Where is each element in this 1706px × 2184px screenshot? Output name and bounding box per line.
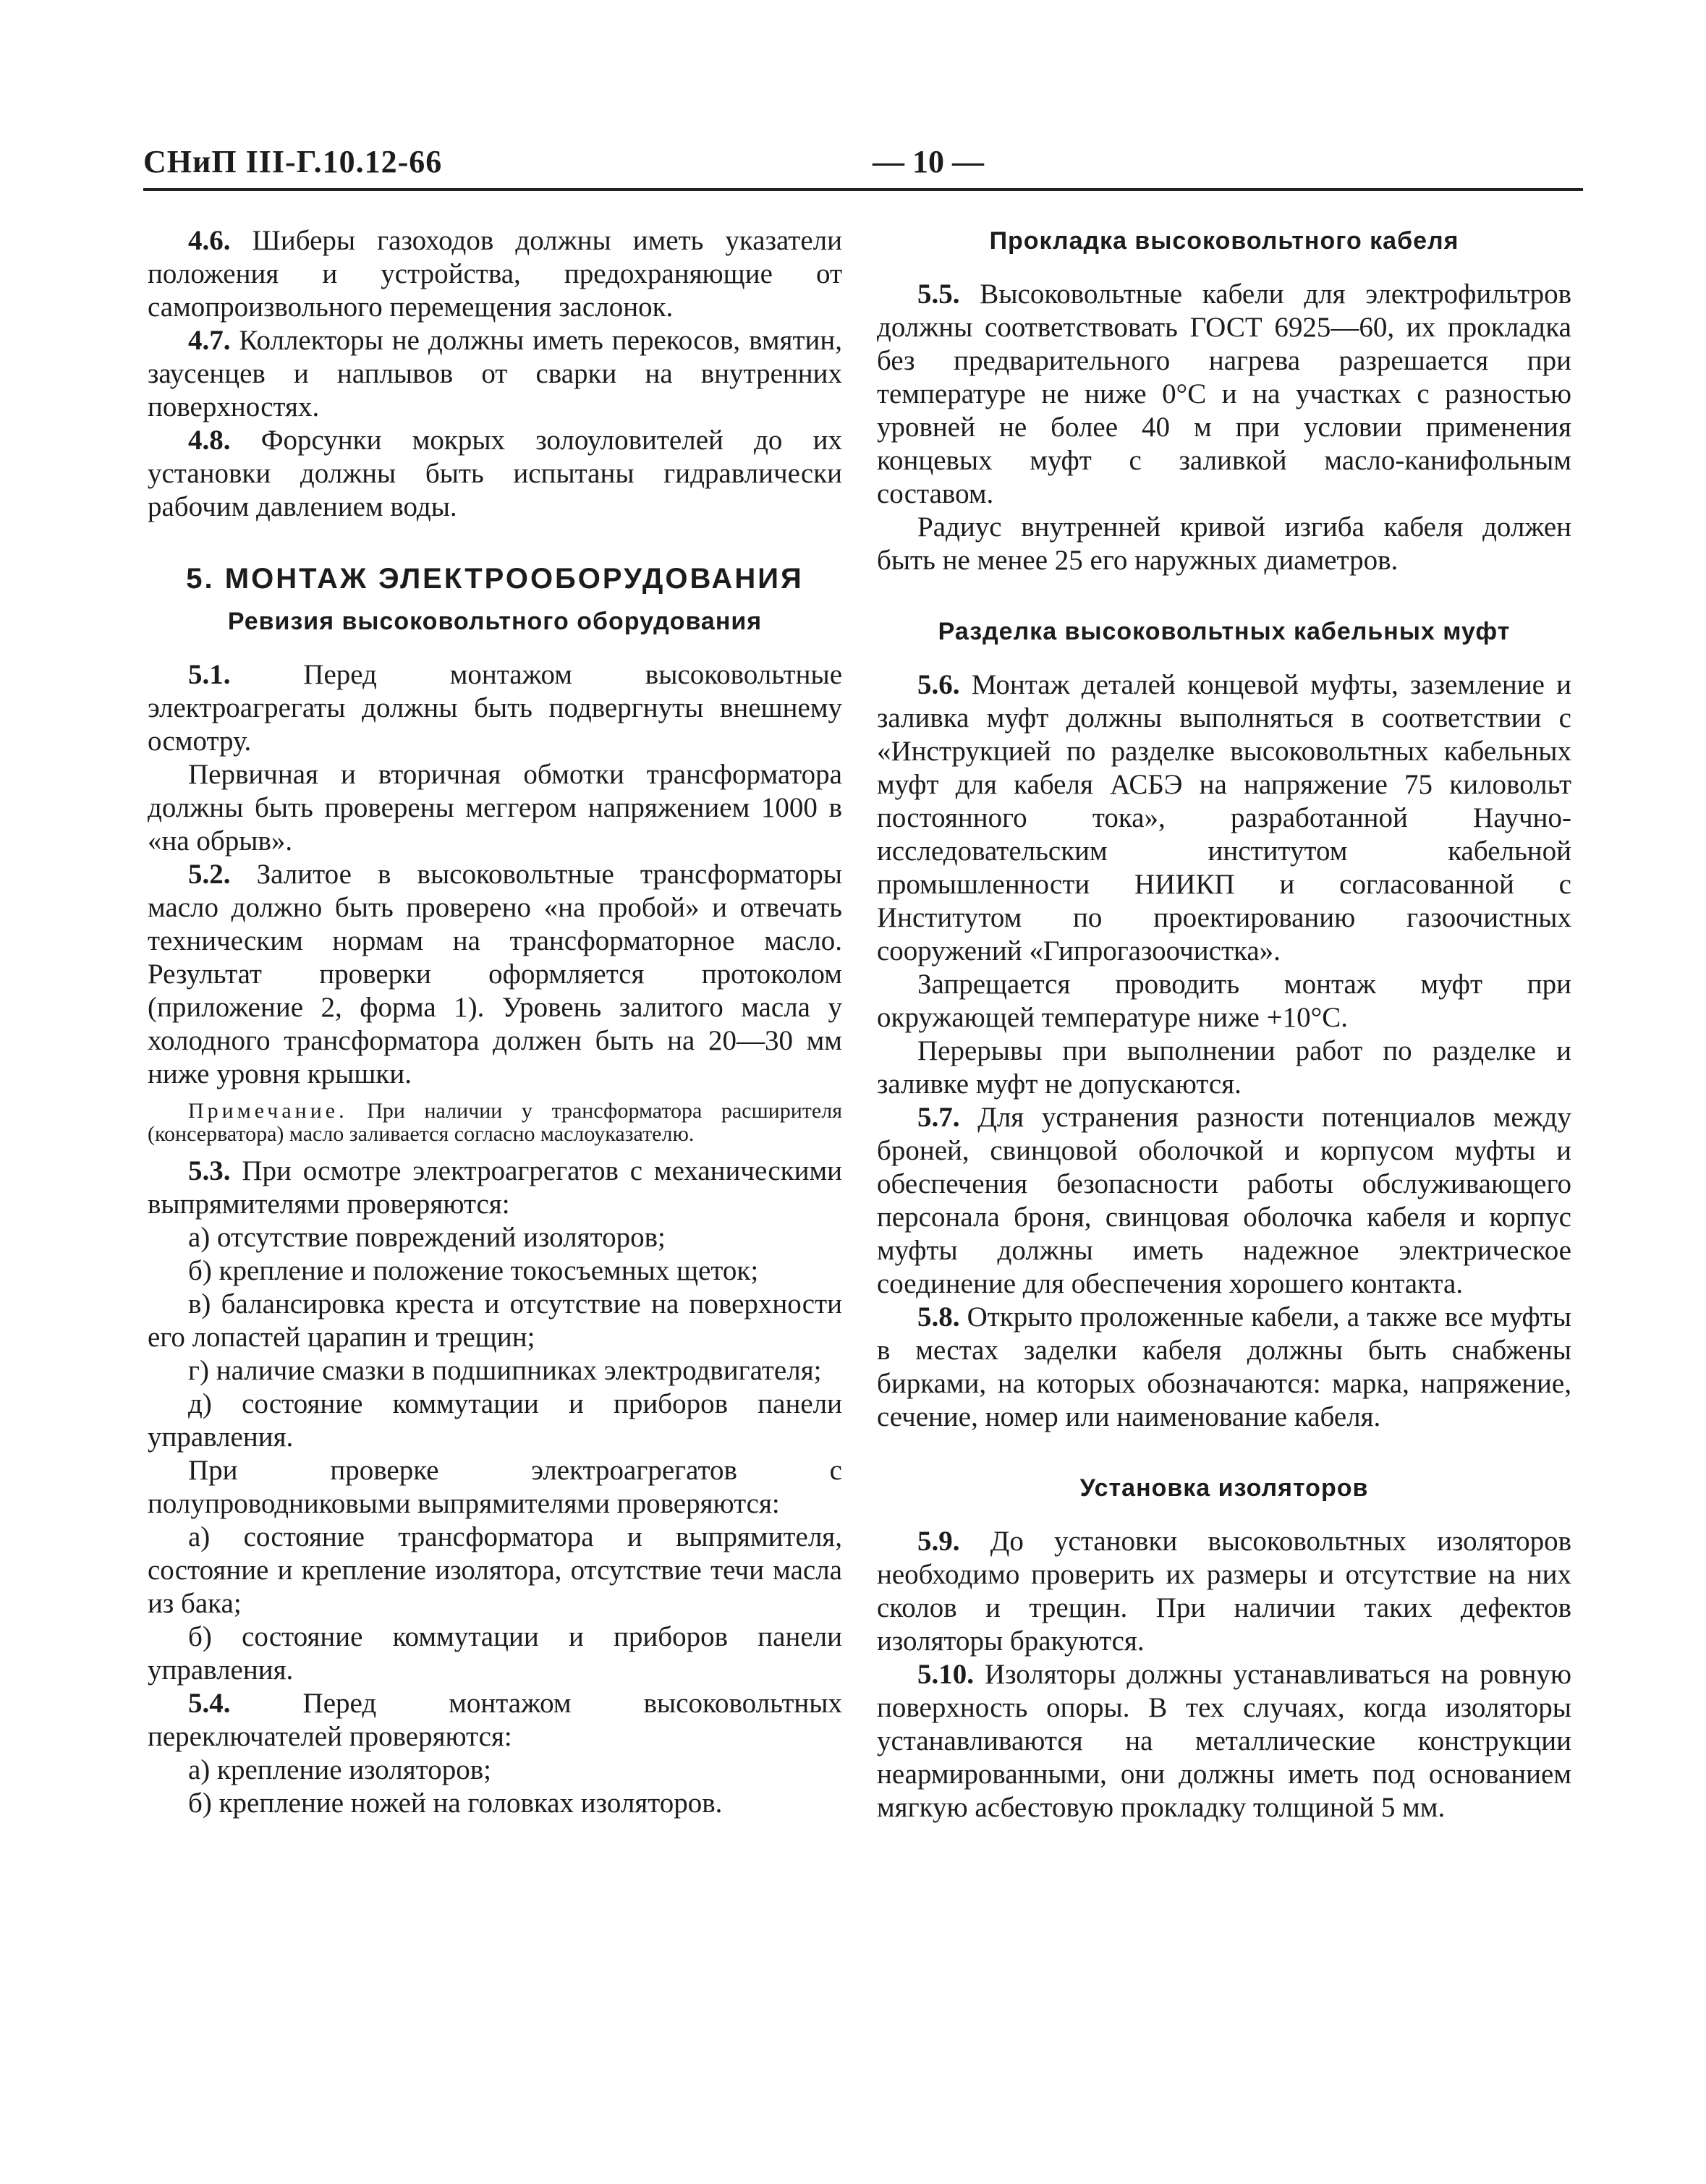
clause-number: 4.7. bbox=[188, 325, 231, 356]
paragraph-5-5-b: Радиус внутренней кривой изгиба кабеля должен быть не менее 25 его наружных диаметров. bbox=[877, 511, 1571, 576]
subsection-title: Ревизия высоковольтного оборудования bbox=[227, 608, 763, 635]
paragraph-text: Открыто проложенные кабели, а также все муфты в местах заделки кабеля должны быть снабжены бирками, на которых обозначаются: марка, напряжение, сечение, номер или наименование кабеля. bbox=[877, 1301, 1571, 1432]
paragraph-text: Перед монтажом высоковольтные электроагрегаты должны быть подвергнуты внешнему осмотру. bbox=[148, 659, 842, 757]
paragraph-5-3 bbox=[148, 1155, 842, 1221]
paragraph-text: Монтаж деталей концевой муфты, заземление и заливка муфт должны выполняться в соответствии с «Инструкцией по разделке высоковольтных кабельных муфт для кабеля АСБЭ на напряжение 75 киловольт постоянного тока», разработанной Научно-исследовательским институтом кабельной промышленности НИИКП и согласованной с Институтом по проектированию газоочистных сооружений «Гипрогазоочистка». bbox=[877, 669, 1571, 966]
paragraph-text: До установки высоковольтных изоляторов необходимо проверить их размеры и отсутствие на них сколов и трещин. При наличии таких дефектов изоляторы бракуются. bbox=[877, 1526, 1571, 1657]
paragraph-text: Для устранения разности потенциалов между броней, свинцовой оболочкой и корпусом муфты и обеспечения безопасности работы обслуживающего персонала броня, свинцовая оболочка кабеля и корпус муфты должны иметь надежное электрическое соединение для обеспечения хорошего контакта. bbox=[877, 1102, 1571, 1299]
paragraph-5-1 bbox=[148, 658, 842, 758]
list-item: б) крепление и положение токосъемных щеток; bbox=[188, 1255, 759, 1286]
paragraph-5-6-b: Запрещается проводить монтаж муфт при окружающей температуре ниже +10°С. bbox=[877, 969, 1571, 1033]
paragraph-5-4 bbox=[148, 1687, 842, 1754]
clause-number: 5.8. bbox=[917, 1301, 960, 1333]
paragraph-5-6-c: Перерывы при выполнении работ по разделке и заливке муфт не допускаются. bbox=[877, 1035, 1571, 1100]
note-heading: Примечание. bbox=[188, 1099, 348, 1123]
paragraph-4-8 bbox=[148, 424, 842, 524]
note-text: При наличии у трансформатора расширителя (консерватора) масло заливается согласно маслоуказателю. bbox=[148, 1099, 842, 1146]
clause-number: 5.10. bbox=[917, 1659, 974, 1690]
paragraph-5-1-b: Первичная и вторичная обмотки трансформатора должны быть проверены меггером напряжением 1000 в «на обрыв». bbox=[148, 759, 842, 857]
list-item: г) наличие смазки в подшипниках электродвигателя; bbox=[188, 1355, 822, 1386]
paragraph-5-3-b: При проверке электроагрегатов с полупроводниковыми выпрямителями проверяются: bbox=[148, 1455, 842, 1519]
paragraph-text: Перед монтажом высоковольтных переключателей проверяются: bbox=[148, 1688, 842, 1752]
clause-number: 5.4. bbox=[188, 1688, 231, 1719]
list-item: б) состояние коммутации и приборов панели управления. bbox=[148, 1621, 842, 1686]
clause-number: 4.6. bbox=[188, 225, 231, 256]
paragraph-text: Залитое в высоковольтные трансформаторы масло должно быть проверено «на пробой» и отвечать техническим нормам на трансформаторное масло. Результат проверки оформляется протоколом (приложение 2, форма 1). Уровень залитого масла у холодного трансформатора должен быть на 20—30 мм ниже уровня крышки. bbox=[148, 859, 842, 1089]
paragraph-4-6 bbox=[148, 224, 842, 324]
clause-number: 5.2. bbox=[188, 859, 231, 890]
list-item: б) крепление ножей на головках изоляторов. bbox=[188, 1788, 723, 1819]
list-item: а) отсутствие повреждений изоляторов; bbox=[188, 1222, 666, 1253]
note bbox=[148, 1100, 842, 1146]
page-number: — 10 — bbox=[873, 144, 984, 179]
paragraph-5-6 bbox=[877, 668, 1571, 968]
paragraph-text: При осмотре электроагрегатов с механическими выпрямителями проверяются: bbox=[148, 1155, 842, 1220]
document-code: СНиП III-Г.10.12-66 bbox=[143, 144, 443, 179]
paragraph-text: Шиберы газоходов должны иметь указатели положения и устройства, предохраняющие от самопроизвольного перемещения заслонок. bbox=[148, 225, 842, 323]
paragraph-5-2 bbox=[148, 858, 842, 1091]
list-item: а) крепление изоляторов; bbox=[188, 1754, 491, 1785]
paragraph-5-8 bbox=[877, 1301, 1571, 1434]
list-item: а) состояние трансформатора и выпрямителя, состояние и крепление изолятора, отсутствие течи масла из бака; bbox=[148, 1521, 842, 1619]
paragraph-5-5 bbox=[877, 278, 1571, 511]
subsection-title: Установка изоляторов bbox=[1079, 1474, 1369, 1502]
paragraph-5-9 bbox=[877, 1525, 1571, 1658]
page-header bbox=[143, 137, 1583, 203]
clause-number: 4.8. bbox=[188, 425, 231, 456]
section-title: 5. МОНТАЖ ЭЛЕКТРООБОРУДОВАНИЯ bbox=[186, 563, 804, 595]
paragraph-text: Форсунки мокрых золоуловителей до их установки должны быть испытаны гидравлически рабочим давлением воды. bbox=[148, 425, 842, 522]
clause-number: 5.1. bbox=[188, 659, 231, 690]
subsection-title: Разделка высоковольтных кабельных муфт bbox=[938, 618, 1511, 645]
paragraph-5-10 bbox=[877, 1658, 1571, 1824]
clause-number: 5.7. bbox=[917, 1102, 960, 1133]
paragraph-text: Изоляторы должны устанавливаться на ровную поверхность опоры. В тех случаях, когда изоляторы устанавливаются на металлические конструкции неармированными, они должны иметь под основанием мягкую асбестовую прокладку толщиной 5 мм. bbox=[877, 1659, 1571, 1823]
clause-number: 5.5. bbox=[917, 279, 960, 310]
clause-number: 5.6. bbox=[917, 669, 960, 700]
clause-number: 5.3. bbox=[188, 1155, 231, 1186]
paragraph-4-7 bbox=[148, 324, 842, 424]
paragraph-text: Коллекторы не должны иметь перекосов, вмятин, заусенцев и наплывов от сварки на внутренних поверхностях. bbox=[148, 325, 842, 422]
list-item: в) балансировка креста и отсутствие на поверхности его лопастей царапин и трещин; bbox=[148, 1288, 842, 1353]
paragraph-5-7 bbox=[877, 1101, 1571, 1301]
list-item: д) состояние коммутации и приборов панели управления. bbox=[148, 1388, 842, 1453]
right-column bbox=[877, 224, 1571, 1824]
left-column bbox=[148, 224, 842, 1820]
subsection-title: Прокладка высоковольтного кабеля bbox=[989, 227, 1459, 255]
clause-number: 5.9. bbox=[917, 1526, 960, 1557]
header-rule bbox=[143, 188, 1583, 191]
paragraph-text: Высоковольтные кабели для электрофильтров должны соответствовать ГОСТ 6925—60, их прокладка без предварительного нагрева разрешается при температуре не ниже 0°С и на участках с разностью уровней не более 40 м при условии применения концевых муфт с заливкой масло-канифольным составом. bbox=[877, 279, 1571, 509]
